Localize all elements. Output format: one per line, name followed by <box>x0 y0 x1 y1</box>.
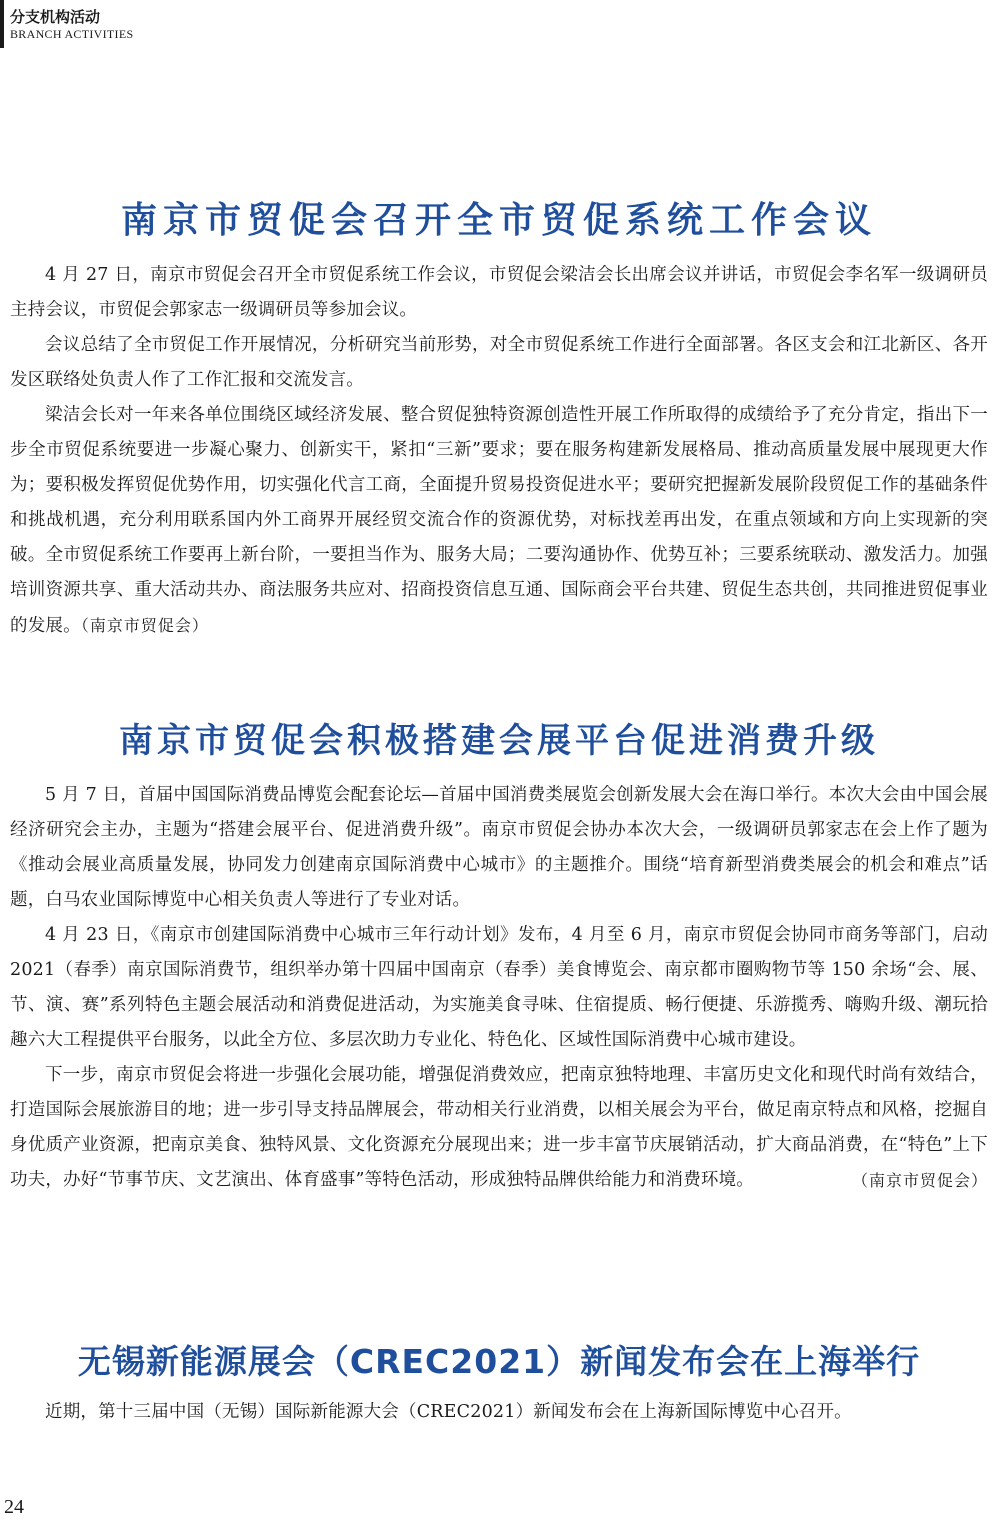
header-text <box>10 0 133 48</box>
article-1 <box>10 196 988 644</box>
section-title-en: BRANCH ACTIVITIES <box>10 26 134 41</box>
article-source: （南京市贸促会） <box>80 616 209 635</box>
article-title: 南京市贸促会召开全市贸促系统工作会议 <box>120 200 877 241</box>
article-paragraph: 下一步，南京市贸促会将进一步强化会展功能，增强促消费效应，把南京独特地理、丰富历史文化和现代时尚有效结合，打造国际会展旅游目的地；进一步引导支持品牌展会，带动相关行业消费，以相关展会为平台，做足南京特点和风格，挖掘自身优质产业资源，把南京美食、独特风景、文化资源充分展现出来；进一步丰富节庆展销活动，扩大商品消费，在“特色”上下功夫，办好“节事节庆、文艺演出、体育盛事”等特色活动，形成独特品牌供给能力和消费环境。 <box>10 1065 988 1190</box>
article-source: （南京市贸促会） <box>851 1171 988 1190</box>
article-3 <box>10 1337 988 1430</box>
page-number: 24 <box>4 1496 24 1518</box>
article-paragraph: 5 月 7 日，首届中国国际消费品博览会配套论坛—首届中国消费类展览会创新发展大会在海口举行。本次大会由中国会展经济研究会主办，主题为“搭建会展平台、促进消费升级”。南京市贸促会协办本次大会，一级调研员郭家志在会上作了题为《推动会展业高质量发展，协同发力创建南京国际消费中心城市》的主题推介。围绕“培育新型消费类展会的机会和难点”话题，白马农业国际博览中心相关负责人等进行了专业对话。 <box>10 785 988 910</box>
article-paragraph-text: 梁洁会长对一年来各单位围绕区域经济发展、整合贸促独特资源创造性开展工作所取得的成绩给予了充分肯定，指出下一步全市贸促系统要进一步凝心聚力、创新实干，紧扣“三新”要求；要在服务构建新发展格局、推动高质量发展中展现更大作为；要积极发挥贸促优势作用，切实强化代言工商，全面提升贸易投资促进水平；要研究把握新发展阶段贸促工作的基础条件和挑战机遇，充分利用联系国内外工商界开展经贸交流合作的资源优势，对标找差再出发，在重点领域和方向上实现新的突破。全市贸促系统工作要再上新台阶，一要担当作为、服务大局；二要沟通协作、优势互补；三要系统联动、激发活力。加强培训资源共享、重大活动共办、商法服务共应对、招商投资信息互通、国际商会平台共建、贸促生态共创，共同推进贸促事业的发展。 <box>10 405 988 636</box>
article-title: 无锡新能源展会（CREC2021）新闻发布会在上海举行 <box>77 1342 921 1381</box>
article-title: 南京市贸促会积极搭建会展平台促进消费升级 <box>119 721 879 761</box>
article-paragraph <box>10 398 988 644</box>
section-title-cn: 分支机构活动 <box>10 7 101 26</box>
article-paragraph: 4 月 23 日，《南京市创建国际消费中心城市三年行动计划》发布，4 月至 6 月，南京市贸促会协同市商务等部门，启动 2021（春季）南京国际消费节，组织举办第十四届中国南京（春季）美食博览会、南京都市圈购物节等 150 余场“会、展、节、演、赛”系列特色主题会展活动和消费促进活动，为实施美食寻味、住宿提质、畅行便捷、乐游揽秀、嗨购升级、潮玩拾趣六大工程提供平台服务，以此全方位、多层次助力专业化、特色化、区域性国际消费中心城市建设。 <box>10 925 988 1050</box>
article-paragraph: 4 月 27 日，南京市贸促会召开全市贸促系统工作会议，市贸促会梁洁会长出席会议并讲话，市贸促会李名军一级调研员主持会议，市贸促会郭家志一级调研员等参加会议。 <box>10 265 988 320</box>
header-bar <box>0 0 4 48</box>
article-paragraph: 会议总结了全市贸促工作开展情况，分析研究当前形势，对全市贸促系统工作进行全面部署。各区支会和江北新区、各开发区联络处负责人作了工作汇报和交流发言。 <box>10 335 988 390</box>
section-header <box>0 0 133 48</box>
article-paragraph: 近期，第十三届中国（无锡）国际新能源大会（CREC2021）新闻发布会在上海新国际博览中心召开。 <box>45 1402 852 1422</box>
article-2 <box>10 716 988 1198</box>
